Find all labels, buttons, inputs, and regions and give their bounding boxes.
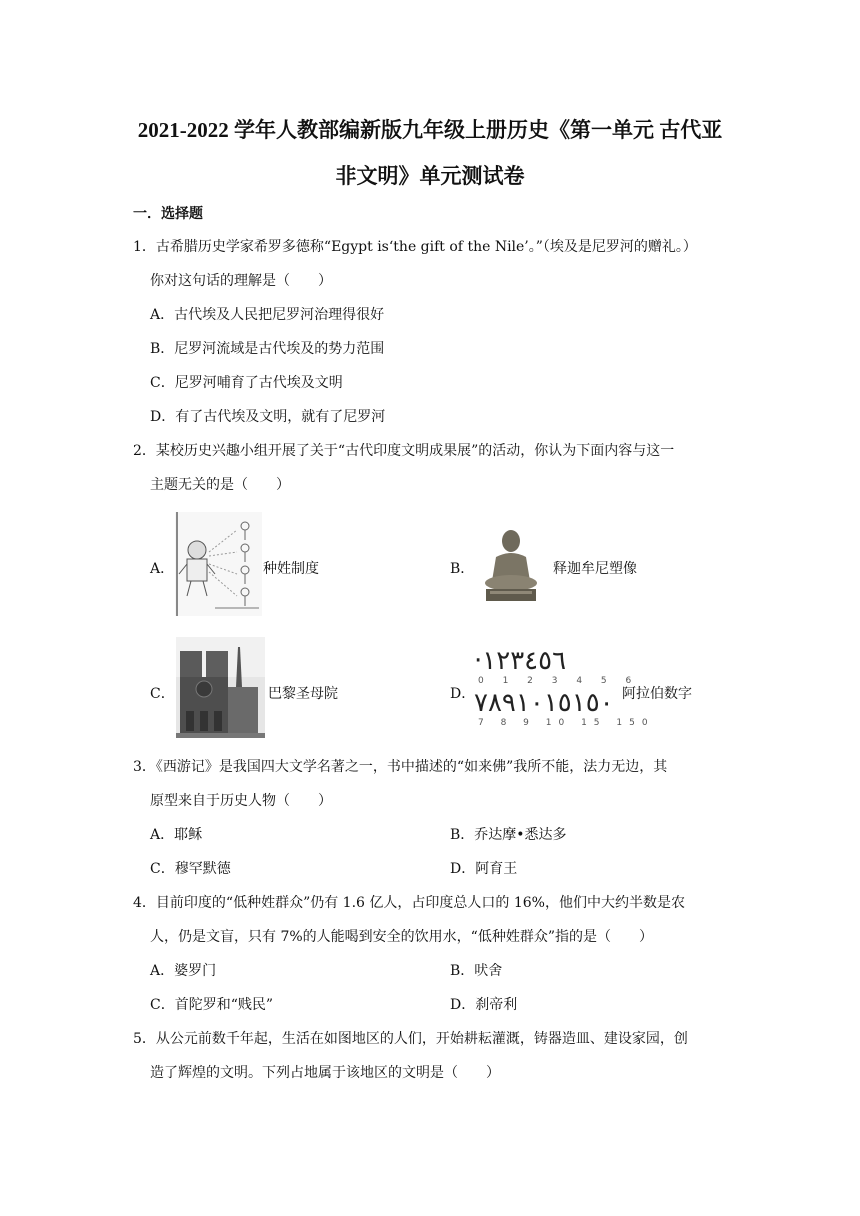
question-3-option-d: D．阿育王	[450, 861, 518, 877]
numerals-bottom-latin: 7 8 9 10 15 150	[478, 718, 655, 728]
question-4-option-b: B．吠舍	[450, 963, 503, 979]
question-1-option-d: D．有了古代埃及文明，就有了尼罗河	[150, 409, 386, 425]
page-title-line1: 2021-2022 学年人教部编新版九年级上册历史《第一单元 古代亚	[137, 118, 723, 142]
question-2-option-a-label: 种姓制度	[263, 561, 319, 577]
question-2-option-d-label: 阿拉伯数字	[622, 686, 692, 702]
question-3-stem-cont: 原型来自于历史人物（ ）	[150, 793, 332, 809]
question-2-stem: 2．某校历史兴趣小组开展了关于“古代印度文明成果展”的活动，你认为下面内容与这一	[133, 443, 675, 459]
question-1-option-b: B．尼罗河流域是古代埃及的势力范围	[150, 341, 385, 357]
question-3-stem: 3．《西游记》是我国四大文学名著之一，书中描述的“如来佛”我所不能，法力无边，其	[133, 759, 668, 775]
question-5-stem-cont: 造了辉煌的文明。下列占地属于该地区的文明是（ ）	[150, 1065, 500, 1081]
question-4-stem-cont: 人，仍是文盲，只有 7%的人能喝到安全的饮用水，“低种姓群众”指的是（ ）	[150, 929, 653, 945]
question-2-option-a-letter: A．	[150, 561, 175, 577]
question-5-stem: 5．从公元前数千年起，生活在如图地区的人们，开始耕耘灌溉，铸器造皿、建设家园，创	[133, 1031, 688, 1047]
page-title-line2: 非文明》单元测试卷	[335, 164, 525, 188]
question-2-option-c-label: 巴黎圣母院	[268, 686, 338, 702]
question-3-option-a: A．耶稣	[150, 827, 203, 843]
question-2-option-b-label: 释迦牟尼塑像	[553, 561, 637, 577]
question-2-option-d-letter: D．	[450, 686, 476, 702]
question-1-stem: 1．古希腊历史学家希罗多德称“Egypt is‘the gift of the Nile’。”（埃及是尼罗河的赠礼。）	[133, 239, 697, 255]
numerals-top-row: ·١٢٣٤٥٦	[474, 646, 567, 676]
arabic-numerals-image	[474, 646, 655, 732]
question-4-option-d: D．刹帝利	[450, 997, 518, 1013]
question-4-option-c: C．首陀罗和“贱民”	[150, 997, 274, 1013]
question-2-option-b-letter: B．	[450, 561, 475, 577]
question-4-stem: 4．目前印度的“低种姓群众”仍有 1.6 亿人，占印度总人口的 16%，他们中大约半数是农	[133, 895, 685, 911]
buddha-statue-image	[476, 523, 546, 605]
question-1-option-a: A．古代埃及人民把尼罗河治理得很好	[150, 307, 385, 323]
question-3-option-c: C．穆罕默德	[150, 861, 231, 877]
question-2-stem-cont: 主题无关的是（ ）	[150, 477, 290, 493]
question-1-stem-cont: 你对这句话的理解是（ ）	[150, 273, 332, 289]
question-2-option-c-letter: C．	[150, 686, 175, 702]
numerals-bottom-row: ٧٨٩١٠١٥١٥٠	[474, 688, 614, 718]
numerals-top-latin: 0 1 2 3 4 5 6	[478, 676, 640, 686]
question-4-option-a: A．婆罗门	[150, 963, 217, 979]
notre-dame-image	[176, 637, 265, 738]
caste-diagram-image	[175, 512, 262, 616]
question-3-option-b: B．乔达摩•悉达多	[450, 827, 567, 843]
question-1-option-c: C．尼罗河哺育了古代埃及文明	[150, 375, 343, 391]
section-heading: 一．选择题	[133, 206, 203, 222]
